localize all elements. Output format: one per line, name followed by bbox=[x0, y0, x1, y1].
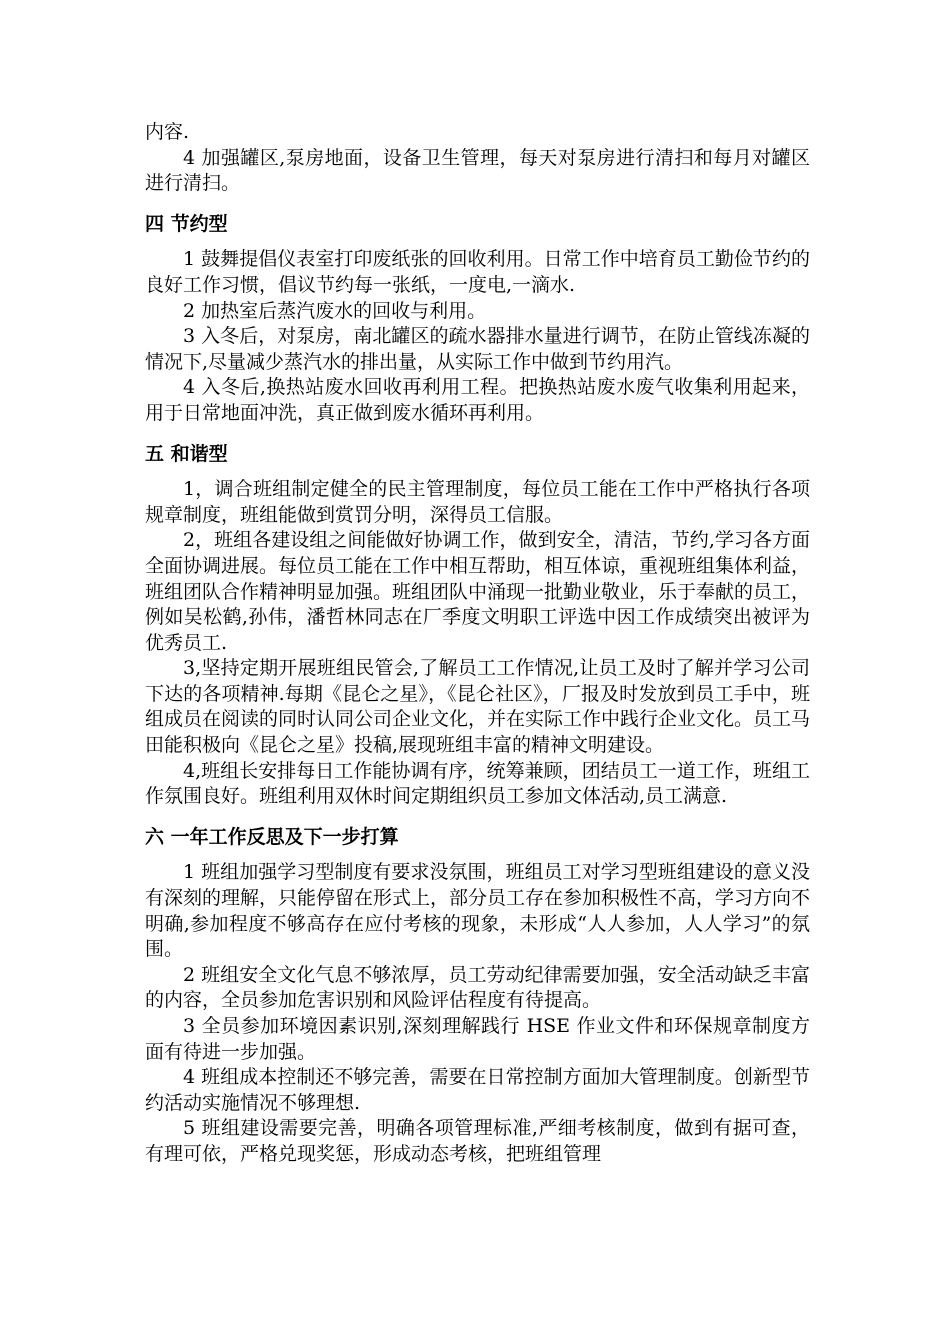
paragraph: 3 入冬后，对泵房，南北罐区的疏水器排水量进行调节，在防止管线冻凝的情况下,尽量减少蒸汽水的排出量，从实际工作中做到节约用汽。 bbox=[145, 325, 810, 373]
section-heading: 六 一年工作反思及下一步打算 bbox=[145, 825, 399, 848]
paragraph: 3,坚持定期开展班组民管会,了解员工工作情况,让员工及时了解并学习公司下达的各项精神.每期《昆仑之星》，《昆仑社区》，厂报及时发放到员工手中，班组成员在阅读的同时认同公司企业文化，并在实际工作中践行企业文化。员工马田能积极向《昆仑之星》投稿,展现班组丰富的精神文明建设。 bbox=[145, 657, 811, 757]
paragraph: 3 全员参加环境因素识别,深刻理解践行 HSE 作业文件和环保规章制度方面有待进一步加强。 bbox=[145, 1015, 810, 1063]
paragraph: 4 加强罐区,泵房地面，设备卫生管理，每天对泵房进行清扫和每月对罐区进行清扫。 bbox=[145, 146, 810, 195]
paragraph: 2 班组安全文化气息不够浓厚，员工劳动纪律需要加强，安全活动缺乏丰富的内容，全员参加危害识别和风险评估程度有待提高。 bbox=[145, 963, 810, 1012]
paragraph: 4 入冬后,换热站废水回收再利用工程。把换热站废水废气收集利用起来，用于日常地面冲洗，真正做到废水循环再利用。 bbox=[145, 376, 810, 424]
paragraph: 1 鼓舞提倡仪表室打印废纸张的回收利用。日常工作中培育员工勤俭节约的良好工作习惯，倡议节约每一张纸，一度电,一滴水. bbox=[145, 248, 810, 296]
paragraph: 1，调合班组制定健全的民主管理制度，每位员工能在工作中严格执行各项规章制度，班组能做到赏罚分明，深得员工信服。 bbox=[145, 478, 810, 526]
section-heading: 四 节约型 bbox=[145, 212, 228, 235]
paragraph: 2，班组各建设组之间能做好协调工作，做到安全，清洁，节约,学习各方面全面协调进展。每位员工能在工作中相互帮助，相互体谅，重视班组集体利益，班组团队合作精神明显加强。班组团队中涌现一批勤业敬业，乐于奉献的员工，例如吴松鹤,孙伟，潘哲林同志在厂季度文明职工评选中因工作成绩突出被评为优秀员工. bbox=[145, 529, 811, 654]
section-frugal bbox=[145, 197, 810, 427]
paragraph: 4 班组成本控制还不够完善，需要在日常控制方面加大管理制度。创新型节约活动实施情况不够理想. bbox=[145, 1066, 810, 1114]
paragraph: 1 班组加强学习型制度有要求没氛围，班组员工对学习型班组建设的意义没有深刻的理解，只能停留在形式上，部分员工存在参加积极性不高，学习方向不明确,参加程度不够高存在应付考核的现象，未形成“人人参加，人人学习”的氛围。 bbox=[145, 861, 811, 961]
paragraph: 2 加热室后蒸汽废水的回收与利用。 bbox=[183, 299, 487, 322]
document-page bbox=[145, 120, 810, 1168]
section-reflection bbox=[145, 810, 810, 1168]
paragraph: 5 班组建设需要完善，明确各项管理标准,严细考核制度，做到有据可查，有理可依，严格兑现奖惩，形成动态考核，把班组管理 bbox=[145, 1117, 810, 1165]
paragraph: 4,班组长安排每日工作能协调有序，统筹兼顾，团结员工一道工作，班组工作氛围良好。班组利用双休时间定期组织员工参加文体活动,员工满意. bbox=[145, 759, 810, 808]
continuation-text: 内容. bbox=[145, 121, 190, 143]
section-heading: 五 和谐型 bbox=[145, 442, 228, 465]
section-harmony bbox=[145, 427, 810, 810]
